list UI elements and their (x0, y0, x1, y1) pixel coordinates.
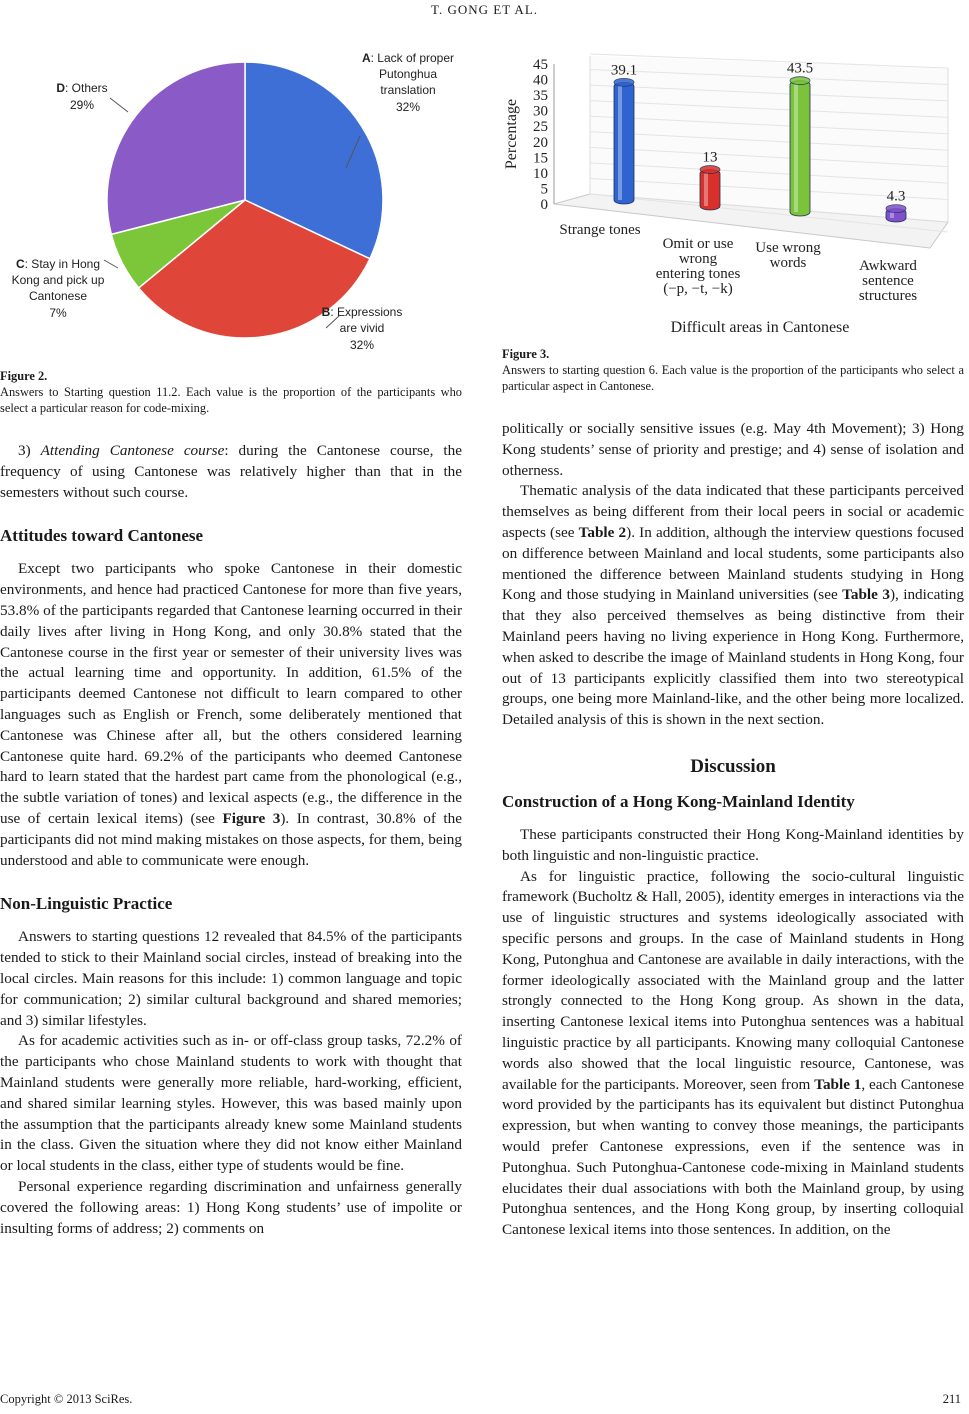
figure-2-text: Answers to Starting question 11.2. Each value is the proportion of the participants who select a particular reason for code-mixing. (0, 385, 462, 415)
heading-construction: Construction of a Hong Kong-Mainland Identity (502, 791, 855, 811)
bar-value-label-4: 4.3 (886, 188, 906, 205)
figure-2-title: Figure 2. (0, 369, 48, 383)
left-text-column (0, 441, 462, 1239)
bar-cap-3 (790, 77, 810, 85)
y-tick-label: 0 (540, 197, 548, 213)
bar-value-label-2: 13 (702, 149, 718, 166)
heading-attitudes: Attitudes toward Cantonese (0, 526, 204, 546)
bar-value-label-3: 43.5 (786, 60, 814, 77)
bar-1 (614, 82, 634, 204)
footer-copyright: Copyright © 2013 SciRes. (0, 1392, 133, 1406)
bar-cap-1 (614, 78, 634, 86)
x-category-label-1: Strange tones (559, 222, 641, 238)
bar-highlight (618, 86, 622, 200)
paragraph-discrimination: Personal experience regarding discrimination and unfairness generally covered the following areas: 1) Hong Kong students’ use of impolite or insulting forms of address; 2) comments on (0, 1177, 462, 1237)
footer-page-number: 211 (942, 1392, 961, 1406)
figure-2-caption (0, 368, 462, 416)
x-category-label-3: Use wrong words (755, 240, 821, 271)
y-tick-label: 20 (533, 134, 548, 151)
heading-non-linguistic: Non-Linguistic Practice (0, 894, 173, 914)
paragraph-thematic: Thematic analysis of the data indicated that these participants perceived themselves as being different from their local peers in social or academic aspects (see Table 2). In addition, although the interview questions focused on difference between Mainland and local students, some participants also mentioned the difference between Mainland students studying in Hong Kong and those studying in Mainland universities (see Table 3), indicating that they also perceived themselves as being distinctive from their Mainland peers having no living experience in Hong Kong. Furthermore, when asked to describe the image of Mainland students in Hong Kong, four out of 13 participants explicitly classified them into two stereotypical groups, one being more Mainland-like, and the other being more localized. Detailed analysis of this is shown in the next section. (502, 482, 964, 729)
right-text-column (502, 419, 964, 1241)
pie-label-d: D: Others 29% (56, 81, 108, 112)
figure-3-title: Figure 3. (502, 347, 550, 361)
heading-discussion: Discussion (690, 755, 776, 777)
y-tick-label: 15 (533, 150, 548, 167)
y-tick-label: 25 (533, 119, 548, 136)
figure-2-pie-chart (0, 40, 480, 360)
bar-cap-2 (700, 166, 720, 174)
bar-highlight (794, 85, 798, 212)
figure-3-caption (502, 346, 964, 394)
paragraph-attitudes: Except two participants who spoke Cantonese in their domestic environments, and hence had practiced Cantonese for more than five years, 53.8% of the participants regarded that Cantonese learning occurred in their daily lives after living in Hong Kong, and only 30.8% stated that the Cantonese course in the first year or semester of their university lives was the actual learning time and opportunity. In addition, 61.5% of the participants deemed Cantonese not difficult to learn compared to other languages such as English or French, some deliberately mentioned that Cantonese was Chinese after all, but the others considered learning Cantonese quite hard. 69.2% of the participants who deemed Cantonese hard to learn stated that the hardest part came from the phonological (e.g., the subtle variation of tones) and lexical aspects (e.g., the difference in the use of certain lexical items) (see Figure 3). In contrast, 30.8% of the participants did not mind making mistakes on those aspects, for them, being understood and able to communicate were enough. (0, 560, 462, 869)
x-category-label-4: Awkward sentence structures (858, 258, 918, 304)
paragraph-social-circles: Answers to starting questions 12 revealed that 84.5% of the participants tended to stick to their Mainland social circles, instead of breaking into the local circles. Main reasons for this include: 1) common language and topic for communication; 2) similar cultural background and shared memories; and 3) similar lifestyles. (0, 928, 462, 1029)
x-axis-label: Difficult areas in Cantonese (670, 319, 850, 336)
figure-3-bar-chart (500, 44, 969, 344)
paragraph-linguistic-practice: As for linguistic practice, following the socio-cultural linguistic framework (Bucholtz & Hall, 2005), identity emerges in interactions via the use of linguistic structures and systems ideologically associated with specific persons and groups. In the case of Mainland students in Hong Kong, Putonghua and Cantonese are available in daily interactions, with the former ideologically associated with the Mainland group and the latter strongly connected to the Hong Kong group. As shown in the data, inserting Cantonese lexical items into Putonghua sentences was a habitual linguistic practice by all participants. Knowing many colloquial Cantonese words also showed that the local linguistic resource, Cantonese, was available for the participants. Moreover, seen from Table 1, each Cantonese word provided by the participants has its equivalent but distinct Putonghua expression, but when wanting to convey those meanings, the participants would prefer Cantonese expressions, even if the sentence was in Putonghua. Such Putonghua-Cantonese code-mixing in Mainland students elucidates their dual associations with both the Mainland group, by using Putonghua sentences, and the Hong Kong group, by inserting colloquial Cantonese lexical items into those sentences. In addition, on the (502, 867, 964, 1239)
figure-3-text: Answers to starting question 6. Each value is the proportion of the participants who select a particular aspect in Cantonese. (502, 363, 964, 393)
bar-value-label-1: 39.1 (610, 62, 638, 79)
pie-leader-line (104, 260, 118, 268)
pie-label-b: B: Expressions are vivid 32% (321, 305, 403, 352)
paragraph-constructed: These participants constructed their Hong Kong-Mainland identities by both linguistic and non-linguistic practice. (502, 825, 964, 864)
bar-2 (700, 170, 720, 210)
paragraph-academic: As for academic activities such as in- or off-class group tasks, 72.2% of the participants who chose Mainland students to work with thought that Mainland students were generally more reliable, hard-working, efficient, and shared similar learning styles. However, this was based mainly upon the assumption that the participants already knew some Mainland students in the class. Given the situation where they did not know either Mainland or local students in the class, either type of students would be fine. (0, 1032, 462, 1175)
bar-cap-4 (886, 205, 906, 213)
y-tick-label: 45 (533, 57, 548, 73)
y-tick-label: 5 (540, 181, 548, 198)
italic-term: Attending Cantonese course (40, 442, 225, 459)
y-tick-label: 40 (533, 72, 548, 89)
pie-leader-line (110, 98, 128, 112)
bar-3 (790, 81, 810, 216)
paragraph-rest: : during the Cantonese course, the frequency of using Cantonese was relatively higher than that in the semesters without such course. (0, 442, 462, 501)
y-tick-label: 10 (533, 165, 548, 182)
pie-label-c: C: Stay in Hong Kong and pick up Cantonese 7% (11, 257, 105, 320)
y-tick-label: 30 (533, 103, 548, 120)
x-category-label-2: Omit or use wrong entering tones (−p, −t, −k) (655, 236, 741, 297)
bar-highlight (890, 213, 894, 218)
y-axis-label: Percentage (503, 98, 520, 170)
paragraph-attending-course: 3) Attending Cantonese course: during the Cantonese course, the frequency of using Cantonese was relatively higher than that in the semesters without such course. (0, 442, 462, 501)
running-header: T. GONG ET AL. (430, 2, 539, 17)
paragraph-continued: politically or socially sensitive issues (e.g. May 4th Movement); 3) Hong Kong students’ sense of priority and prestige; and 4) sense of isolation and otherness. (502, 420, 964, 479)
y-tick-label: 35 (533, 88, 548, 105)
bar-highlight (704, 174, 708, 206)
pie-label-a: A: Lack of proper Putonghua translation 32% (361, 51, 455, 114)
